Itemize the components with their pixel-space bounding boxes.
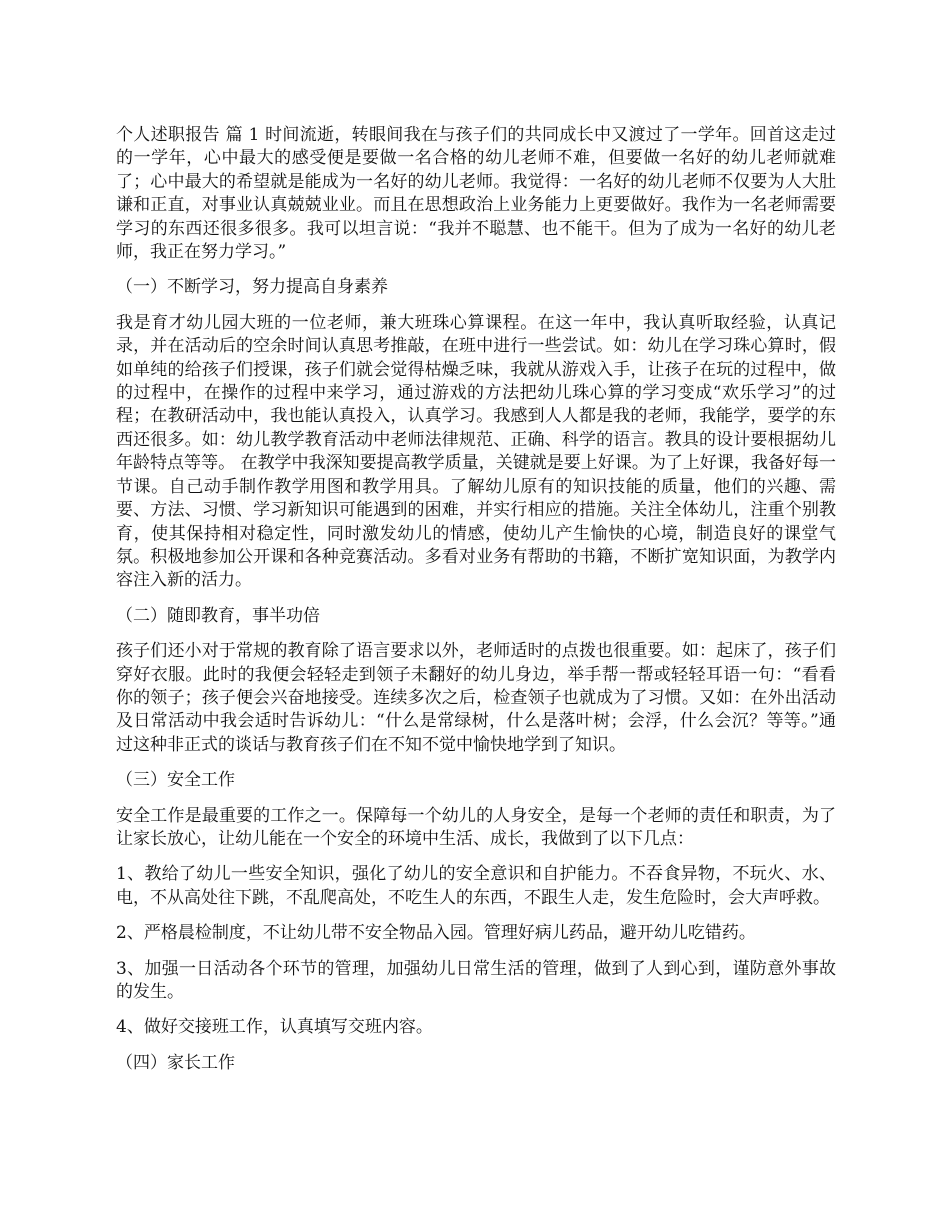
safety-item-1: 1、教给了幼儿一些安全知识，强化了幼儿的安全意识和自护能力。不吞食异物，不玩火、水、电，不从高处往下跳，不乱爬高处，不吃生人的东西，不跟生人走，发生危险时，会大声呼救。	[116, 864, 836, 908]
safety-item-4: 4、做好交接班工作，认真填写交班内容。	[116, 1017, 433, 1038]
section-2-paragraph: 孩子们还小对于常规的教育除了语言要求以外，老师适时的点拨也很重要。如：起床了，孩子们穿好衣服。此时的我便会轻轻走到领子未翻好的幼儿身边，举手帮一帮或轻轻耳语一句：“看看你的领子；孩子便会兴奋地接受。连续多次之后，检查领子也就成为了习惯。又如：在外出活动及日常活动中我会适时告诉幼儿：“什么是常绿树，什么是落叶树；会浮，什么会沉？等等。”通过这种非正式的谈话与教育孩子们在不知不觉中愉快地学到了知识。	[116, 641, 836, 755]
intro-paragraph: 个人述职报告 篇 1 时间流逝，转眼间我在与孩子们的共同成长中又渡过了一学年。回首这走过的一学年，心中最大的感受便是要做一名合格的幼儿老师不难，但要做一名好的幼儿老师就难了；心中最大的希望就是能成为一名好的幼儿老师。我觉得：一名好的幼儿老师不仅要为人大肚谦和正直，对事业认真兢兢业业。而且在思想政治上业务能力上更要做好。我作为一名老师需要学习的东西还很多很多。我可以坦言说：“我并不聪慧、也不能干。但为了成为一名好的幼儿老师，我正在努力学习。”	[116, 125, 836, 263]
section-heading-3: （三）安全工作	[116, 770, 235, 791]
safety-item-2: 2、严格晨检制度，不让幼儿带不安全物品入园。管理好病儿药品，避开幼儿吃错药。	[116, 923, 756, 944]
section-3-paragraph: 安全工作是最重要的工作之一。保障每一个幼儿的人身安全，是每一个老师的责任和职责，为了让家长放心，让幼儿能在一个安全的环境中生活、成长，我做到了以下几点：	[116, 805, 836, 849]
safety-item-3: 3、加强一日活动各个环节的管理，加强幼儿日常生活的管理，做到了人到心到，谨防意外事故的发生。	[116, 958, 836, 1002]
document-page	[116, 124, 836, 1087]
section-heading-2: （二）随即教育，事半功倍	[116, 605, 320, 626]
section-1-paragraph: 我是育才幼儿园大班的一位老师，兼大班珠心算课程。在这一年中，我认真听取经验，认真记录，并在活动后的空余时间认真思考推敲，在班中进行一些尝试。如：幼儿在学习珠心算时，假如单纯的给孩子们授课，孩子们就会觉得枯燥乏味，我就从游戏入手，让孩子在玩的过程中，做的过程中，在操作的过程中来学习，通过游戏的方法把幼儿珠心算的学习变成“欢乐学习”的过程；在教研活动中，我也能认真投入，认真学习。我感到人人都是我的老师，我能学，要学的东西还很多。如：幼儿教学教育活动中老师法律规范、正确、科学的语言。教具的设计要根据幼儿年龄特点等等。 在教学中我深知要提高教学质量，关键就是要上好课。为了上好课，我备好每一节课。自己动手制作教学用图和教学用具。了解幼儿原有的知识技能的质量，他们的兴趣、需要、方法、习惯、学习新知识可能遇到的困难，并实行相应的措施。关注全体幼儿，注重个别教育，使其保持相对稳定性，同时激发幼儿的情感，使幼儿产生愉快的心境，制造良好的课堂气氛。积极地参加公开课和各种竞赛活动。多看对业务有帮助的书籍，不断扩宽知识面，为教学内容注入新的活力。	[116, 312, 836, 591]
section-heading-4: （四）家长工作	[116, 1052, 235, 1073]
section-heading-1: （一）不断学习，努力提高自身素养	[116, 277, 388, 298]
